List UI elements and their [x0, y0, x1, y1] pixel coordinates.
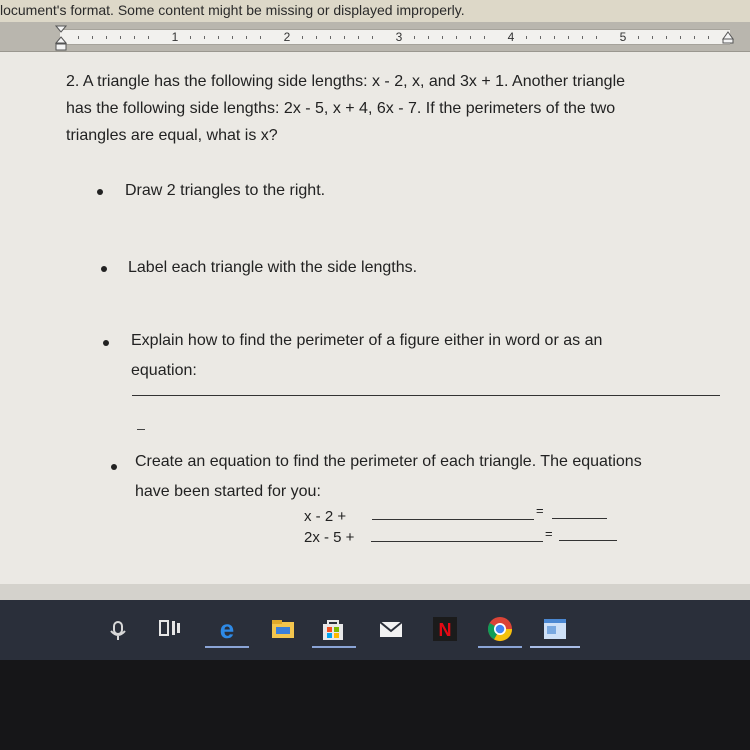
bullet-marker — [97, 189, 103, 195]
ruler-tick — [596, 36, 597, 39]
bullet-text-create-equation-line-2: have been started for you: — [135, 483, 321, 500]
bullet-marker — [111, 464, 117, 470]
edge-icon[interactable] — [212, 614, 242, 644]
ruler-tick — [316, 36, 317, 39]
ruler-tick — [540, 36, 541, 39]
ruler-number: 1 — [171, 30, 179, 44]
ruler-tick — [358, 36, 359, 39]
ruler-tick — [638, 36, 639, 39]
bullet-text-label-triangles: Label each triangle with the side lengths. — [128, 259, 418, 276]
ruler-tick — [120, 36, 121, 39]
question-text-line-2: has the following side lengths: 2x - 5, x + 4, 6x - 7. If the perimeters of the two — [66, 100, 616, 117]
ruler-tick — [190, 36, 191, 39]
chrome-icon[interactable] — [485, 614, 515, 644]
equation-2-result-blank[interactable] — [559, 540, 617, 541]
equation-1-blank[interactable] — [372, 519, 534, 520]
ruler-tick — [442, 36, 443, 39]
question-text-line-1: 2. A triangle has the following side lengths: x - 2, x, and 3x + 1. Another triangle — [66, 73, 626, 90]
svg-text:e: e — [219, 614, 235, 644]
ruler-tick — [134, 36, 135, 39]
ruler-tick — [526, 36, 527, 39]
ruler-strip — [60, 29, 730, 45]
indent-marker-icon[interactable] — [55, 25, 67, 51]
ruler-number: 5 — [619, 30, 627, 44]
ruler-tick — [218, 36, 219, 39]
ruler-tick — [470, 36, 471, 39]
bullet-marker — [101, 266, 107, 272]
document-page[interactable] — [0, 52, 750, 600]
netflix-icon[interactable] — [430, 614, 460, 644]
equation-2-equals: = — [545, 526, 553, 541]
ruler-tick — [708, 36, 709, 39]
ruler-tick — [484, 36, 485, 39]
horizontal-ruler[interactable] — [0, 22, 750, 52]
ruler-tick — [246, 36, 247, 39]
ruler-tick — [456, 36, 457, 39]
page-gap — [0, 584, 750, 600]
answer-line-fragment — [137, 429, 145, 430]
equation-1-equals: = — [536, 503, 544, 518]
ruler-tick — [582, 36, 583, 39]
equation-1-result-blank[interactable] — [552, 518, 607, 519]
ruler-tick — [414, 36, 415, 39]
monitor-bezel — [0, 660, 750, 750]
netflix-label: N — [438, 620, 452, 640]
ruler-tick — [106, 36, 107, 39]
ruler-number: 2 — [283, 30, 291, 44]
ruler-tick — [302, 36, 303, 39]
ruler-tick — [666, 36, 667, 39]
ruler-tick — [652, 36, 653, 39]
ruler-tick — [148, 36, 149, 39]
ruler-tick — [694, 36, 695, 39]
ruler-tick — [344, 36, 345, 39]
answer-line[interactable] — [132, 395, 720, 396]
equation-1-start: x - 2 + — [304, 508, 347, 525]
microphone-icon[interactable] — [103, 614, 133, 644]
question-text-line-3: triangles are equal, what is x? — [66, 127, 278, 144]
store-icon[interactable] — [318, 614, 348, 644]
ruler-tick — [260, 36, 261, 39]
taskbar — [0, 600, 750, 660]
right-indent-marker-icon[interactable] — [722, 30, 734, 44]
ruler-number: 3 — [395, 30, 403, 44]
equation-2-start: 2x - 5 + — [304, 529, 355, 546]
ruler-number: 4 — [507, 30, 515, 44]
bullet-text-draw-triangles: Draw 2 triangles to the right. — [125, 182, 326, 199]
mail-icon[interactable] — [376, 614, 406, 644]
task-view-icon[interactable] — [155, 614, 185, 644]
ruler-tick — [372, 36, 373, 39]
ruler-tick — [680, 36, 681, 39]
ruler-tick — [330, 36, 331, 39]
ruler-tick — [428, 36, 429, 39]
ruler-tick — [92, 36, 93, 39]
compatibility-warning-bar — [0, 0, 750, 22]
equation-2-blank[interactable] — [371, 541, 543, 542]
warning-text: locument's format. Some content might be missing or displayed improperly. — [0, 2, 465, 18]
app-window-icon[interactable] — [540, 614, 570, 644]
ruler-tick — [568, 36, 569, 39]
bullet-text-explain-perimeter-line-1: Explain how to find the perimeter of a figure either in word or as an — [131, 332, 603, 349]
running-indicator — [478, 646, 522, 648]
ruler-tick — [78, 36, 79, 39]
ruler-tick — [204, 36, 205, 39]
running-indicator — [312, 646, 356, 648]
ruler-tick — [232, 36, 233, 39]
active-window-indicator — [530, 646, 580, 648]
file-explorer-icon[interactable] — [268, 614, 298, 644]
bullet-marker — [103, 340, 109, 346]
bullet-text-create-equation-line-1: Create an equation to find the perimeter of each triangle. The equations — [135, 453, 642, 470]
running-indicator — [205, 646, 249, 648]
bullet-text-explain-perimeter-line-2: equation: — [131, 362, 197, 379]
ruler-tick — [554, 36, 555, 39]
